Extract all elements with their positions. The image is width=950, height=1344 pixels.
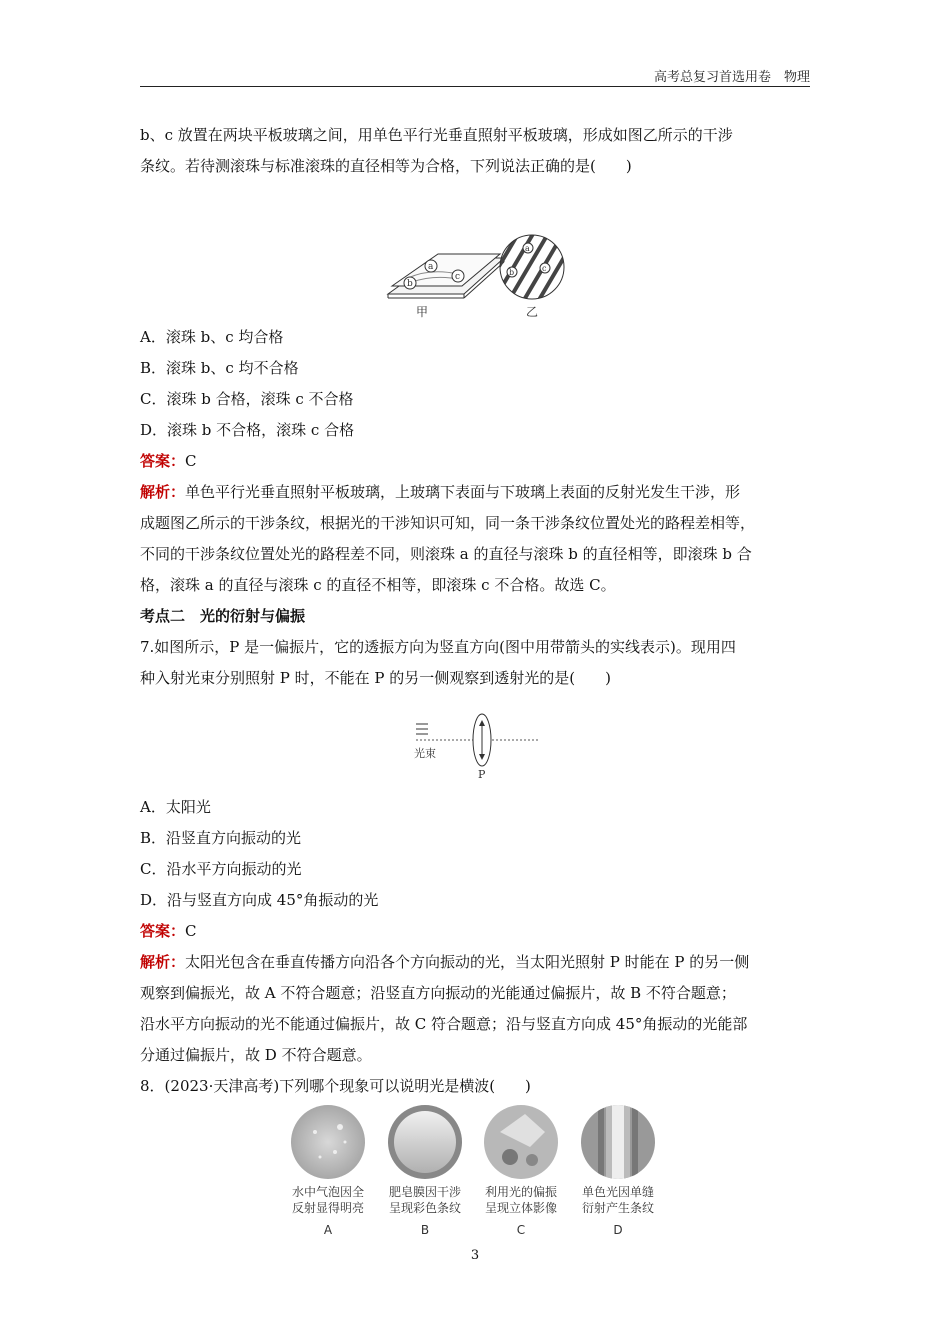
- page-content: [140, 120, 812, 1252]
- q7-option-b: B．沿竖直方向振动的光: [140, 829, 302, 847]
- image-a-caption: [288, 1184, 368, 1238]
- figure-jia: [388, 254, 504, 298]
- q7-text-line2: 种入射光束分别照射 P 时，不能在 P 的另一侧观察到透射光的是( ): [140, 669, 611, 687]
- yi-ball-label-a: a: [525, 244, 530, 253]
- q8-figure: [140, 1102, 812, 1252]
- option-letter: B: [420, 1223, 430, 1237]
- q7-analysis-line4: 分通过偏振片，故 D 不符合题意。: [140, 1046, 372, 1064]
- q7-text-line1: 7.如图所示，P 是一偏振片，它的透振方向为竖直方向(图中用带箭头的实线表示)。现用四: [140, 638, 736, 656]
- ball-label-c: c: [455, 272, 461, 282]
- header-title: 高考总复习首选用卷 物理: [653, 70, 810, 85]
- figure-label-jia: 甲: [416, 305, 429, 319]
- q6-analysis-line2: 成题图乙所示的干涉条纹，根据光的干涉知识可知，同一条干涉条纹位置处光的路程差相等，: [140, 514, 756, 532]
- beam-label: 光束: [414, 747, 436, 760]
- answer-label: 答案：: [140, 452, 186, 470]
- analysis-text: 单色平行光垂直照射平板玻璃，上玻璃下表面与下玻璃上表面的反射光发生干涉，形: [185, 483, 741, 501]
- q6-option-b: B．滚珠 b、c 均不合格: [140, 359, 299, 377]
- page-number: 3: [470, 1248, 480, 1263]
- q7-analysis-line1: [140, 947, 812, 978]
- answer-value: C: [185, 922, 197, 940]
- polarizer-label: P: [478, 768, 486, 781]
- q6-option-c: C．滚珠 b 合格，滚珠 c 不合格: [140, 390, 354, 408]
- caption-line: 呈现彩色条纹: [388, 1201, 461, 1215]
- q8-text-line1: 8．(2023·天津高考)下列哪个现象可以说明光是横波( ): [140, 1077, 531, 1095]
- page-header: [140, 66, 810, 87]
- yi-ball-label-c: c: [542, 264, 547, 273]
- q7-option-d: D．沿与竖直方向成 45°角振动的光: [140, 891, 379, 909]
- q6-option-a: A．滚珠 b、c 均合格: [140, 328, 284, 346]
- q6-option-d: D．滚珠 b 不合格，滚珠 c 合格: [140, 421, 355, 439]
- image-a-bubbles: [291, 1105, 365, 1179]
- option-letter: C: [516, 1223, 526, 1237]
- caption-line: 衍射产生条纹: [581, 1201, 654, 1215]
- q7-option-c: C．沿水平方向振动的光: [140, 860, 302, 878]
- answer-value: C: [185, 452, 197, 470]
- q6-figure-svg: [140, 182, 812, 322]
- caption-line: 肥皂膜因干涉: [388, 1185, 461, 1199]
- caption-line: 呈现立体影像: [484, 1201, 557, 1215]
- q6-analysis-line1: [140, 477, 812, 508]
- figure-label-yi: 乙: [526, 305, 539, 319]
- q7-analysis-line2: 观察到偏振光，故 A 不符合题意；沿竖直方向振动的光能通过偏振片，故 B 不符合题意；: [140, 984, 736, 1002]
- q6-analysis-line4: 格，滚珠 a 的直径与滚珠 c 的直径不相等，即滚珠 c 不合格。故选 C。: [140, 576, 616, 594]
- q7-option-a: A．太阳光: [140, 798, 211, 816]
- section-heading: 考点二 光的衍射与偏振: [140, 607, 306, 625]
- image-b-caption: [385, 1184, 465, 1238]
- q8-figure-svg: [140, 1102, 812, 1252]
- option-letter: D: [613, 1223, 623, 1237]
- q6-text-line2: 条纹。若待测滚珠与标准滚珠的直径相等为合格，下列说法正确的是( ): [140, 157, 632, 175]
- q7-analysis-line3: 沿水平方向振动的光不能通过偏振片，故 C 符合题意；沿与竖直方向成 45°角振动的光能部: [140, 1015, 748, 1033]
- image-d-caption: [578, 1184, 658, 1238]
- caption-line: 反射显得明亮: [291, 1201, 364, 1215]
- analysis-label: 解析：: [140, 483, 186, 501]
- q6-figure: [140, 182, 812, 322]
- q7-answer: [140, 916, 812, 947]
- image-c-caption: [481, 1184, 561, 1238]
- caption-line: 单色光因单缝: [581, 1185, 654, 1199]
- q6-text-line1: b、c 放置在两块平板玻璃之间，用单色平行光垂直照射平板玻璃，形成如图乙所示的干涉: [140, 126, 733, 144]
- q6-answer: [140, 446, 812, 477]
- ball-label-b: b: [407, 279, 413, 289]
- q7-figure-svg: [140, 694, 812, 792]
- yi-ball-label-b: b: [509, 268, 515, 277]
- option-letter: A: [323, 1223, 333, 1237]
- answer-label: 答案：: [140, 922, 186, 940]
- q6-analysis-line3: 不同的干涉条纹位置处光的路程差不同，则滚珠 a 的直径与滚珠 b 的直径相等，即滚珠 b 合: [140, 545, 752, 563]
- analysis-text: 太阳光包含在垂直传播方向沿各个方向振动的光，当太阳光照射 P 时能在 P 的另一侧: [185, 953, 750, 971]
- analysis-label: 解析：: [140, 953, 186, 971]
- ball-label-a: a: [428, 262, 434, 272]
- q7-figure: [140, 694, 812, 792]
- caption-line: 水中气泡因全: [291, 1185, 364, 1199]
- caption-line: 利用光的偏振: [484, 1185, 557, 1199]
